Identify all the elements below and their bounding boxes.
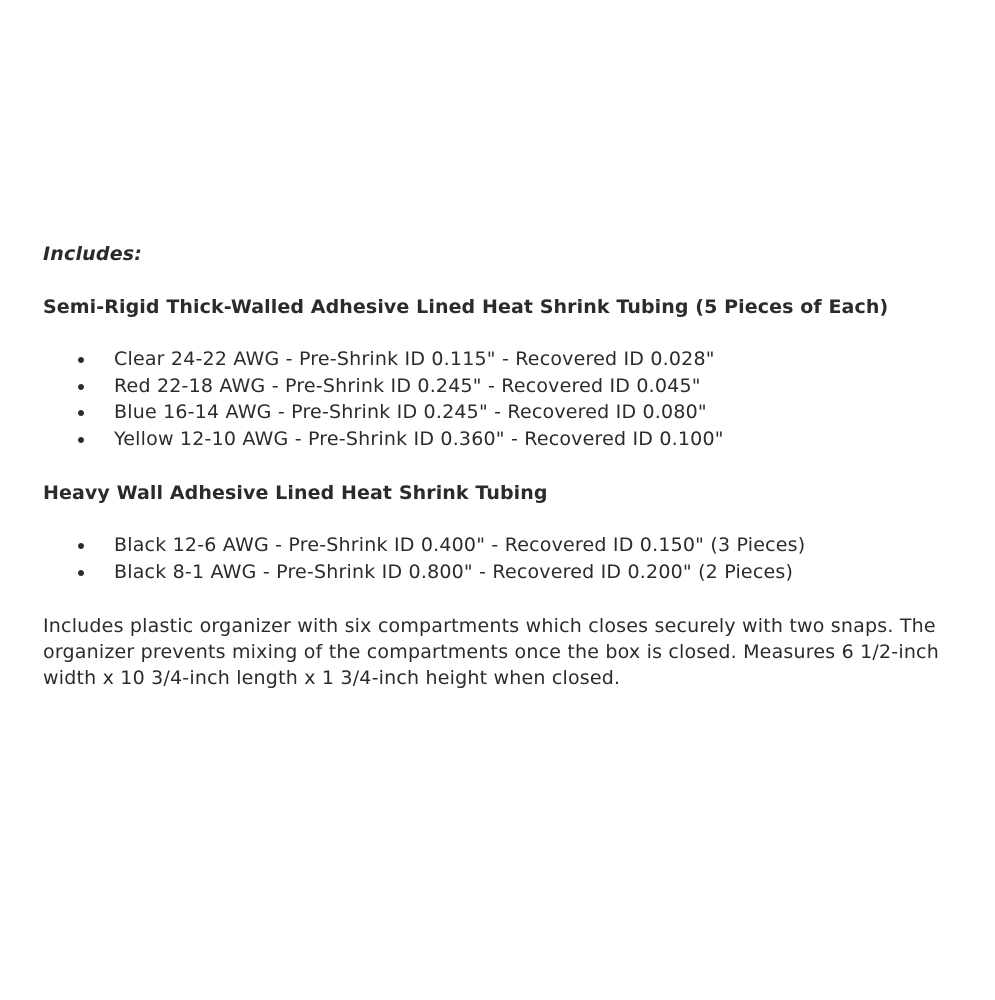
list-item-text: Red 22-18 AWG - Pre-Shrink ID 0.245" - Recovered ID 0.045" [114, 374, 701, 397]
includes-heading: Includes: [43, 243, 143, 265]
bullet-icon [78, 437, 84, 443]
list-item [43, 373, 973, 400]
list-item-text: Black 12-6 AWG - Pre-Shrink ID 0.400" - Recovered ID 0.150" (3 Pieces) [114, 534, 806, 556]
list-item [43, 426, 973, 453]
section-title-heavy-wall: Heavy Wall Adhesive Lined Heat Shrink Tubing [43, 482, 548, 504]
list-item-text: Yellow 12-10 AWG - Pre-Shrink ID 0.360" - Recovered ID 0.100" [114, 427, 724, 450]
list-item [43, 399, 973, 426]
bullet-icon [78, 570, 84, 576]
list-item-text: Black 8-1 AWG - Pre-Shrink ID 0.800" - Recovered ID 0.200" (2 Pieces) [114, 560, 794, 583]
bullet-icon [78, 410, 84, 416]
product-description [43, 241, 973, 691]
bullet-icon [78, 357, 84, 363]
bullet-icon [78, 543, 84, 549]
spec-list-semi-rigid [43, 346, 973, 452]
spec-list-heavy-wall [43, 532, 973, 585]
bullet-icon [78, 384, 84, 390]
section-title-semi-rigid: Semi-Rigid Thick-Walled Adhesive Lined Heat Shrink Tubing (5 Pieces of Each) [43, 296, 889, 318]
list-item [43, 346, 973, 373]
list-item [43, 559, 973, 586]
list-item-text: Blue 16-14 AWG - Pre-Shrink ID 0.245" - Recovered ID 0.080" [114, 401, 707, 423]
list-item-text: Clear 24-22 AWG - Pre-Shrink ID 0.115" - Recovered ID 0.028" [114, 348, 715, 370]
organizer-description: Includes plastic organizer with six compartments which closes securely with two snaps. The organizer prevents mixing of the compartments once the box is closed. Measures 6 1/2-inch width x 10 3/4-inch length x 1 3/4-inch height when closed. [43, 615, 939, 689]
list-item [43, 532, 973, 559]
